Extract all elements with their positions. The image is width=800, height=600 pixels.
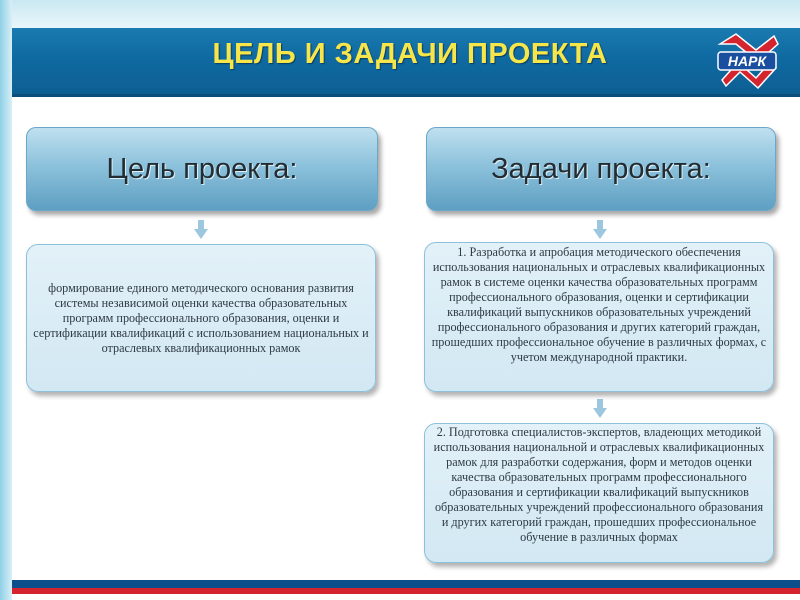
- tasks-heading: Задачи проекта:: [491, 153, 711, 185]
- down-arrow-icon: [593, 220, 607, 240]
- task-item-2-box: [424, 423, 774, 563]
- down-arrow-icon: [593, 399, 607, 419]
- task-item-1-box: [424, 242, 774, 392]
- goal-heading-box: [26, 127, 378, 211]
- task-item-1-text: 1. Разработка и апробация методического обеспечения использования национальных и отраслевых квалификационных рамок в системе оценки качества образовательных программ профессионального образования, оценки и сертификации квалификаций выпускников образовательных учреждений профессионального образования и других категорий граждан, прошедших профессиональное обучение в различных формах, с учетом международной практики.: [431, 245, 767, 364]
- goal-text: формирование единого методического основания развития системы независимой оценки качества образовательных программ профессионального образования, оценки и сертификации квалификаций с использованием национальных и отраслевых квалификационных рамок: [33, 280, 369, 355]
- goal-text-box: [26, 244, 376, 392]
- logo-text: НАРК: [727, 53, 767, 69]
- nark-logo-icon: [712, 30, 782, 90]
- bottom-stripe-blue: [12, 580, 800, 588]
- down-arrow-icon: [194, 220, 208, 240]
- goal-heading: Цель проекта:: [106, 153, 298, 185]
- left-accent-bar: [0, 0, 12, 600]
- tasks-heading-box: [426, 127, 776, 211]
- bottom-stripe-white: [12, 594, 800, 600]
- header-top-band: [12, 0, 800, 28]
- task-item-2-text: 2. Подготовка специалистов-экспертов, владеющих методикой использования национальной и отраслевых квалификационных рамок для разработки содержания, форм и методов оценки качества образовательных программ профессионального образования и сертификации квалификаций выпускников образовательных учреждений профессионального образования и других категорий граждан, прошедших профессиональное обучение в различных формах: [433, 425, 765, 544]
- page-title: ЦЕЛЬ И ЗАДАЧИ ПРОЕКТА: [212, 38, 608, 70]
